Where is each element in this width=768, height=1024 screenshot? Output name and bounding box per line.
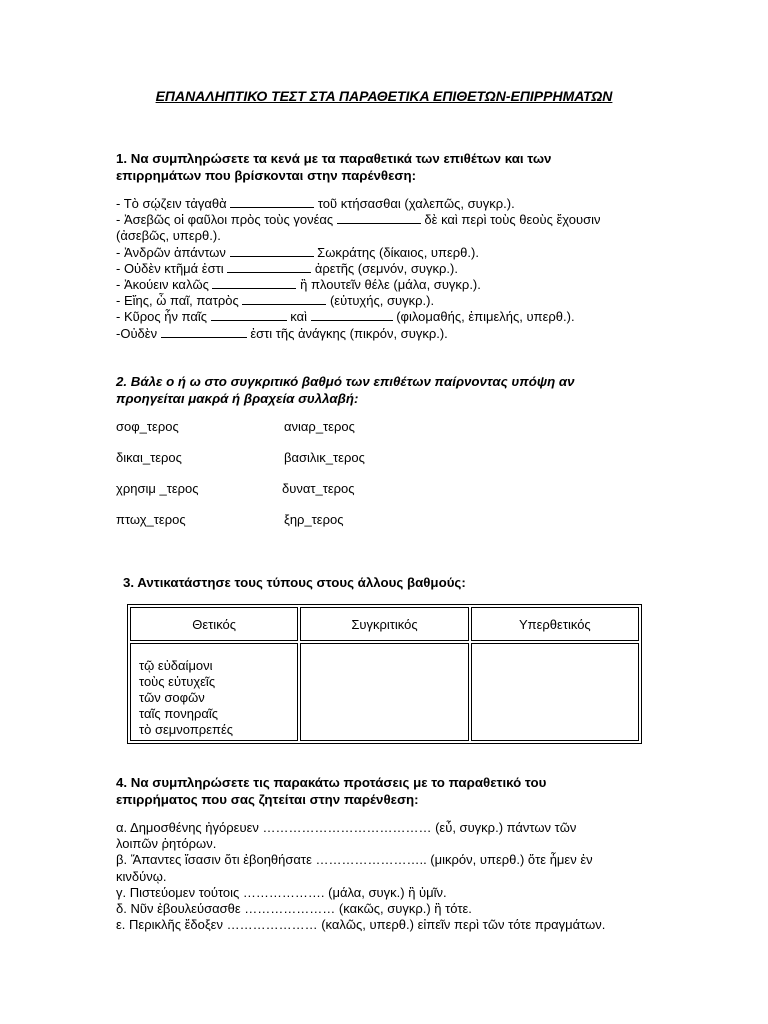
q1-line xyxy=(116,326,656,342)
column-header-positive: Θετικός xyxy=(130,607,298,641)
q4-line: κινδύνῳ. xyxy=(116,868,167,884)
column-header-superlative: Υπερθετικός xyxy=(471,607,639,641)
positive-form: ταῖς πονηραῖς xyxy=(139,706,219,721)
positive-form: τῷ εὐδαίμονι xyxy=(139,658,213,673)
q2-word: ανιαρ_τερος xyxy=(284,419,355,434)
fill-blank[interactable] xyxy=(211,309,287,321)
q4-line: γ. Πιστεύομεν τούτοις ………………. (μάλα, συγκ.) ἢ ὑμῖν. xyxy=(116,884,447,900)
q1-text: - Κῦρος ἦν παῖς xyxy=(116,309,211,325)
q2-heading-line1: 2. Βάλε ο ή ω στο συγκριτικό βαθμό των επιθέτων παίρνοντας υπόψη αν xyxy=(116,374,575,389)
q4-line: β. Ἅπαντες ἴσασιν ὅτι ἐβοηθήσατε …………………….. (μικρόν, υπερθ.) ὅτε ἦμεν ἐν xyxy=(116,852,593,868)
q2-word: χρησιμ _τερος xyxy=(116,481,199,496)
positive-form: τὸ σεμνοπρεπές xyxy=(139,722,234,737)
q4-line: ε. Περικλῆς ἔδοξεν ………………… (καλῶς, υπερθ.) εἰπεῖν περὶ τῶν τότε πραγμάτων. xyxy=(116,917,606,933)
q1-text: (ἀσεβῶς, υπερθ.). xyxy=(116,228,221,244)
q4-line: λοιπῶν ῥητόρων. xyxy=(116,836,217,852)
q1-line xyxy=(116,196,656,212)
q1-text: Σωκράτης (δίκαιος, υπερθ.). xyxy=(313,244,479,260)
q1-text: - Ἀνδρῶν ἁπάντων xyxy=(116,244,230,260)
q1-line xyxy=(116,261,656,277)
q1-text: καὶ xyxy=(286,309,311,325)
q4-sentences xyxy=(116,820,646,933)
fill-blank[interactable] xyxy=(212,277,296,289)
q1-text: - Οὐδὲν κτῆμά ἐστι xyxy=(116,260,228,276)
q1-sentences xyxy=(116,196,656,342)
q2-word: ξηρ_τερος xyxy=(284,512,344,527)
fill-blank[interactable] xyxy=(227,261,311,273)
q1-text: ἐστι τῆς ἀνάγκης (πικρόν, συγκρ.). xyxy=(246,325,448,341)
fill-blank[interactable] xyxy=(311,309,393,321)
q4-heading-line2: επιρρήματος που σας ζητείται στην παρένθεση: xyxy=(116,792,419,807)
q1-line xyxy=(116,309,656,325)
q2-word: δικαι_τερος xyxy=(116,450,182,465)
q2-word: σοφ_τερος xyxy=(116,419,179,434)
q1-text: ἀρετῆς (σεμνόν, συγκρ.). xyxy=(311,260,458,276)
q4-line: δ. Νῦν ἐβουλεύσασθε ………………… (κακῶς, συγκρ.) ἢ τότε. xyxy=(116,901,472,917)
q1-line xyxy=(116,277,656,293)
q1-text: δὲ καὶ περὶ τοὺς θεοὺς ἔχουσιν xyxy=(420,212,601,228)
page-title: ΕΠΑΝΑΛΗΠΤΙΚΟ ΤΕΣΤ ΣΤΑ ΠΑΡΑΘΕΤΙΚΑ ΕΠΙΘΕΤΩΝ-ΕΠΙΡΡΗΜΑΤΩΝ xyxy=(155,88,613,104)
positive-cell xyxy=(130,643,298,741)
q2-word: βασιλικ_τερος xyxy=(284,450,365,465)
fill-blank[interactable] xyxy=(337,212,421,224)
fill-blank[interactable] xyxy=(230,245,314,257)
q1-text: - Ἀκούειν καλῶς xyxy=(116,277,213,293)
positive-form: τῶν σοφῶν xyxy=(139,690,205,705)
q2-word: δυνατ_τερος xyxy=(282,481,355,496)
q1-line xyxy=(116,293,656,309)
q4-line: α. Δημοσθένης ἠγόρευεν ………………………………… (εὖ, συγκρ.) πάντων τῶν xyxy=(116,820,577,835)
comparative-answer-cell[interactable] xyxy=(300,643,468,741)
q1-heading-line1: 1. Να συμπληρώσετε τα κενά με τα παραθετικά των επιθέτων και των xyxy=(116,151,552,166)
q1-text: (εὐτυχής, συγκρ.). xyxy=(326,293,435,309)
degrees-table xyxy=(127,604,642,744)
q4-heading-line1: 4. Να συμπληρώσετε τις παρακάτω προτάσεις με το παραθετικό του xyxy=(116,775,547,790)
q1-line xyxy=(116,228,656,244)
q3-heading: 3. Αντικατάστησε τους τύπους στους άλλους βαθμούς: xyxy=(123,575,466,590)
positive-form: τοὺς εὐτυχεῖς xyxy=(139,674,216,689)
q1-text: (φιλομαθής, ἐπιμελής, υπερθ.). xyxy=(392,309,575,325)
q1-line xyxy=(116,245,656,261)
q2-word: πτωχ_τερος xyxy=(116,512,186,527)
column-header-comparative: Συγκριτικός xyxy=(300,607,468,641)
q1-text: - Ἀσεβῶς οἱ φαῦλοι πρὸς τοὺς γονέας xyxy=(116,212,337,228)
q1-text: - Εἴης, ὦ παῖ, πατρὸς xyxy=(116,293,243,309)
q1-text: -Οὐδὲν xyxy=(116,325,161,341)
superlative-answer-cell[interactable] xyxy=(471,643,639,741)
q1-line xyxy=(116,212,656,228)
q2-heading-line2: προηγείται μακρά ή βραχεία συλλαβή: xyxy=(116,391,359,406)
q4-heading xyxy=(116,774,636,808)
q1-text: ἢ πλουτεῖν θέλε (μάλα, συγκρ.). xyxy=(296,277,481,293)
q1-text: τοῦ κτήσασθαι (χαλεπῶς, συγκρ.). xyxy=(314,196,515,211)
fill-blank[interactable] xyxy=(242,293,326,305)
q1-heading-line2: επιρρημάτων που βρίσκονται στην παρένθεση: xyxy=(116,168,417,183)
fill-blank[interactable] xyxy=(230,196,314,208)
q2-heading xyxy=(116,373,636,407)
fill-blank[interactable] xyxy=(161,326,247,338)
q1-text: - Τὸ σῴζειν τἀγαθὰ xyxy=(116,196,231,211)
q1-heading xyxy=(116,150,636,184)
